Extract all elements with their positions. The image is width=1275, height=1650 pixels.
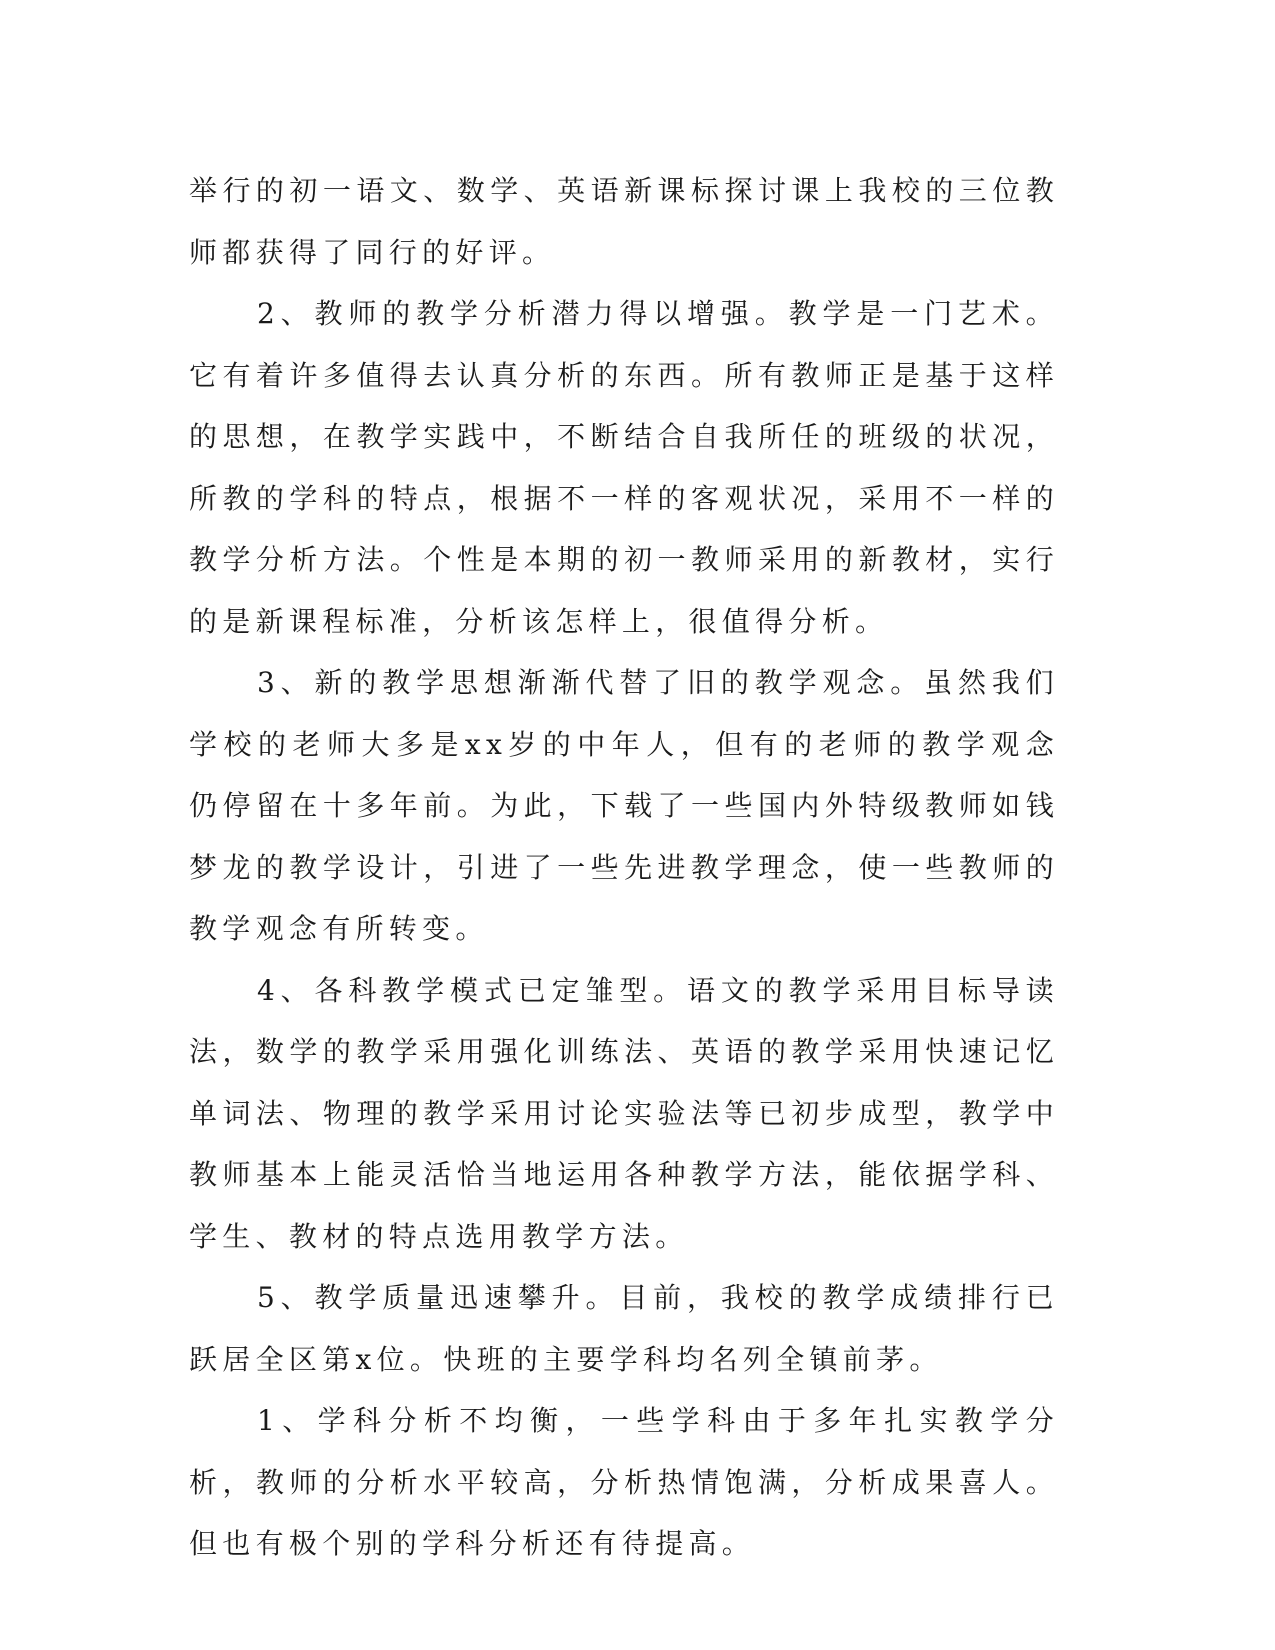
document-page (189, 160, 1059, 1575)
paragraph-item-2: 2、教师的教学分析潜力得以增强。教学是一门艺术。它有着许多值得去认真分析的东西。所有教师正是基于这样的思想，在教学实践中，不断结合自我所任的班级的状况，所教的学科的特点，根据不一样的客观状况，采用不一样的教学分析方法。个性是本期的初一教师采用的新教材，实行的是新课程标准，分析该怎样上，很值得分析。 (189, 297, 1059, 638)
paragraph-item-3: 3、新的教学思想渐渐代替了旧的教学观念。虽然我们学校的老师大多是xx岁的中年人，但有的老师的教学观念仍停留在十多年前。为此，下载了一些国内外特级教师如钱梦龙的教学设计，引进了一些先进教学理念，使一些教师的教学观念有所转变。 (189, 666, 1059, 945)
paragraph-continuation: 举行的初一语文、数学、英语新课标探讨课上我校的三位教师都获得了同行的好评。 (189, 174, 1059, 269)
paragraph-item-5: 5、教学质量迅速攀升。目前，我校的教学成绩排行已跃居全区第x位。快班的主要学科均名列全镇前茅。 (189, 1281, 1059, 1376)
paragraph-item-4: 4、各科教学模式已定雏型。语文的教学采用目标导读法，数学的教学采用强化训练法、英语的教学采用快速记忆单词法、物理的教学采用讨论实验法等已初步成型，教学中教师基本上能灵活恰当地运用各种教学方法，能依据学科、学生、教材的特点选用教学方法。 (189, 973, 1059, 1253)
paragraph-problem-1: 1、学科分析不均衡，一些学科由于多年扎实教学分析，教师的分析水平较高，分析热情饱满，分析成果喜人。但也有极个别的学科分析还有待提高。 (189, 1404, 1059, 1560)
